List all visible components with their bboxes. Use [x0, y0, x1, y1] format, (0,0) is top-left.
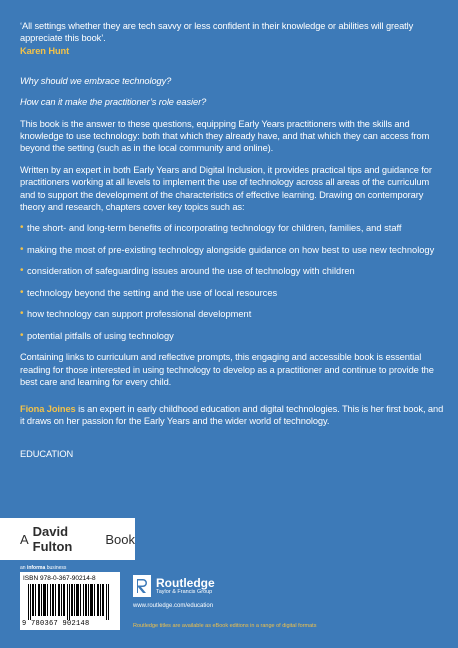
isbn-barcode-box [20, 572, 120, 630]
question-1: Why should we embrace technology? [20, 75, 172, 86]
topics-list [20, 222, 444, 342]
topic-item: • making the most of pre-existing technology alongside guidance on how best to use new technology [20, 244, 444, 256]
closing-paragraph: Containing links to curriculum and reflective prompts, this engaging and accessible book is essential reading for those interested in using technology to develop as a practitioner and continue to provide the best care and learning for every child. [20, 352, 434, 388]
imprint-book: Book [105, 531, 135, 547]
category-label: EDUCATION [20, 448, 74, 459]
publisher-group: Taylor & Francis Group [156, 588, 213, 595]
endorsement-author: Karen Hunt [20, 45, 70, 56]
imprint-name: David Fulton [32, 524, 73, 554]
informa-brand: informa [26, 565, 46, 571]
publisher-logo [133, 575, 215, 597]
topic-item: • technology beyond the setting and the use of local resources [20, 287, 444, 299]
informa-suffix: business [46, 565, 67, 571]
question-2: How can it make the practitioner’s role easier? [20, 97, 207, 108]
routledge-r-icon [133, 575, 151, 597]
author-bio [20, 403, 444, 428]
publisher-name: Routledge [156, 575, 215, 590]
imprint-article: A [20, 531, 29, 547]
intro-paragraph: This book is the answer to these questions, equipping Early Years practitioners with the skills and knowledge to use technology: both that which they already have, and that which they can access from beyond the setting (such as in the local community and online). [20, 118, 430, 154]
topic-item: • the short- and long-term benefits of incorporating technology for children, families, and staff [20, 222, 444, 234]
topic-item: • how technology can support professional development [20, 308, 444, 320]
barcode-icon [28, 584, 112, 620]
topic-item: • potential pitfalls of using technology [20, 330, 444, 342]
informa-business-line [20, 565, 66, 571]
description-paragraph: Written by an expert in both Early Years and Digital Inclusion, it provides practical tips and guidance for practitioners working at all levels to implement the use of technology across all areas of the curriculum and to support the development of the characteristics of effective learning. Drawing on contemporary theory and research, chapters cover key topics such as: [20, 164, 432, 213]
barcode-digits: 9 780367 902148 [22, 620, 90, 628]
back-cover-text [20, 20, 444, 460]
author-bio-text: is an expert in early childhood education and digital technologies. This is her first book, and it draws on her passion for the Early Years and the wider world of technology. [20, 403, 444, 427]
publisher-url: www.routledge.com/education [133, 603, 214, 609]
endorsement-quote: ‘All settings whether they are tech savvy or less confident in their knowledge or abilities will greatly appreciate this book’. [20, 21, 414, 44]
ebook-note: Routledge titles are available as eBook editions in a range of digital formats [133, 623, 317, 629]
imprint-logo [0, 518, 135, 560]
author-name: Fiona Joines [20, 403, 76, 414]
informa-prefix: an [20, 565, 26, 571]
topic-item: • consideration of safeguarding issues around the use of technology with children [20, 265, 444, 277]
isbn-number: ISBN 978-0-367-90214-8 [23, 575, 96, 582]
